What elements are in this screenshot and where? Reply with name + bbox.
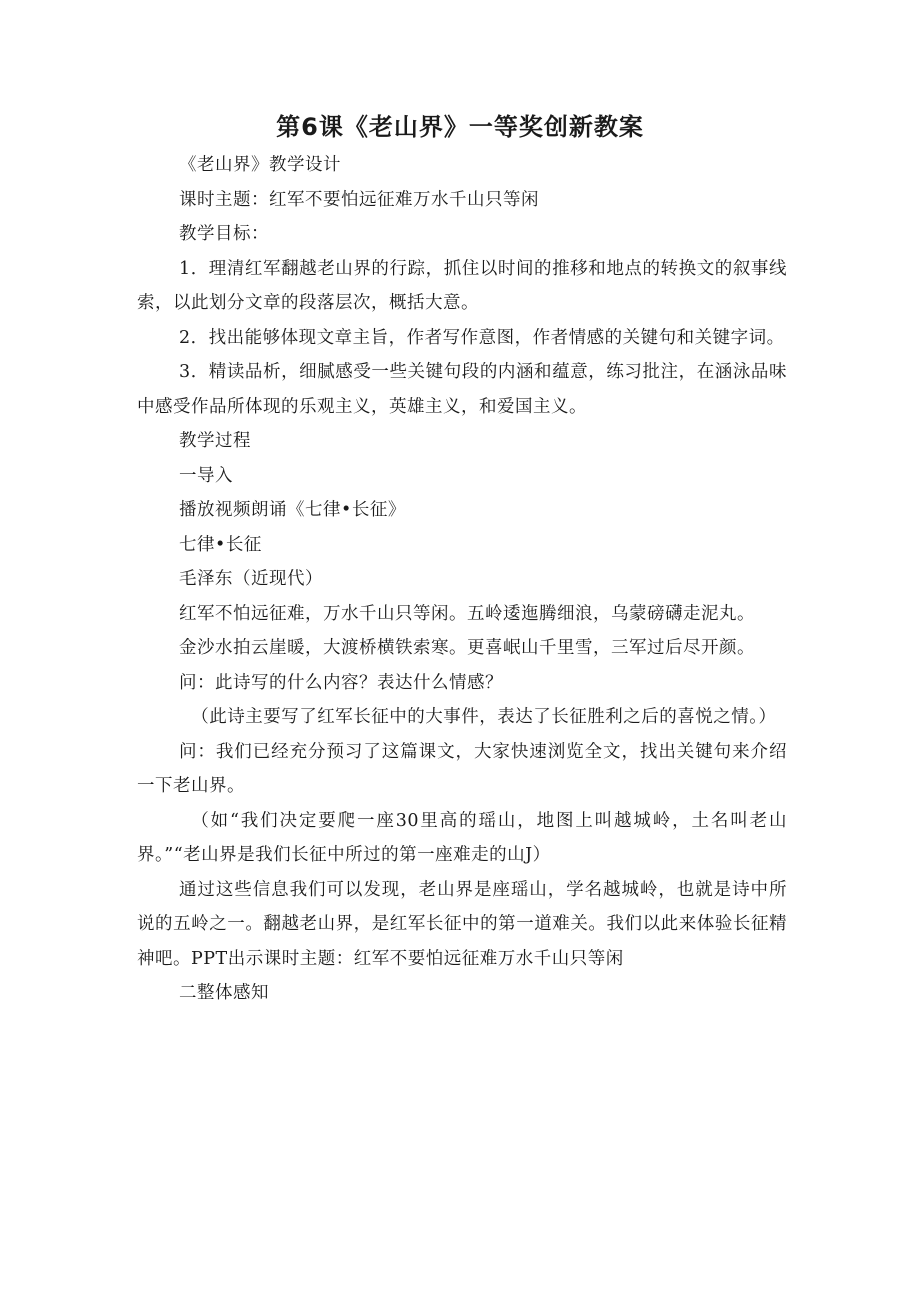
paragraph-answer-1: （此诗主要写了红军长征中的大事件，表达了长征胜利之后的喜悦之情。） — [191, 707, 777, 727]
paragraph-answer-2: （如“我们决定要爬一座30里高的瑶山，地图上叫越城岭，土名叫老山界。”“老山界是我们长征中所过的第一座难走的山J） — [137, 810, 787, 865]
paragraph-explanation: 通过这些信息我们可以发现，老山界是座瑶山，学名越城岭，也就是诗中所说的五岭之一。翻越老山界，是红军长征中的第一道难关。我们以此来体验长征精神吧。PPT出示课时主题：红军不要怕远征难万水千山只等闲 — [137, 879, 787, 969]
paragraph-section-intro: 一导入 — [179, 465, 233, 486]
paragraph-process-heading: 教学过程 — [179, 431, 251, 451]
paragraph-lesson-theme: 课时主题：红军不要怕远征难万水千山只等闲 — [179, 189, 539, 210]
paragraph-video: 播放视频朗诵《七律•长征》 — [179, 500, 406, 520]
paragraph-objective-3: 3．精读品析，细腻感受一些关键句段的内涵和蕴意，练习批注，在涵泳品味中感受作品所体现的乐观主义，英雄主义，和爱国主义。 — [137, 362, 787, 417]
paragraph-poem-lines-1: 红军不怕远征难，万水千山只等闲。五岭逶迤腾细浪，乌蒙磅礴走泥丸。 — [179, 603, 755, 624]
paragraph-objective-1: 1．理清红军翻越老山界的行踪，抓住以时间的推移和地点的转换文的叙事线索，以此划分文章的段落层次，概括大意。 — [137, 258, 787, 313]
paragraph-question-2: 问：我们已经充分预习了这篇课文，大家快速浏览全文，找出关键句来介绍一下老山界。 — [137, 741, 787, 796]
paragraph-poem-lines-2: 金沙水拍云崖暖，大渡桥横铁索寒。更喜岷山千里雪，三军过后尽开颜。 — [179, 638, 755, 658]
paragraph-poem-title: 七律•长征 — [179, 534, 262, 555]
paragraph-subtitle: 《老山界》教学设计 — [179, 155, 341, 175]
document-title: 第6课《老山界》一等奖创新教案 — [276, 113, 644, 141]
document-body — [137, 148, 787, 1011]
paragraph-objective-2: 2．找出能够体现文章主旨，作者写作意图，作者情感的关键句和关键字词。 — [179, 327, 785, 348]
paragraph-section-overview: 二整体感知 — [179, 983, 269, 1003]
paragraph-question-1: 问：此诗写的什么内容？表达什么情感？ — [179, 672, 503, 693]
paragraph-poem-author: 毛泽东（近现代） — [179, 569, 323, 589]
paragraph-objectives-heading: 教学目标： — [179, 224, 269, 244]
